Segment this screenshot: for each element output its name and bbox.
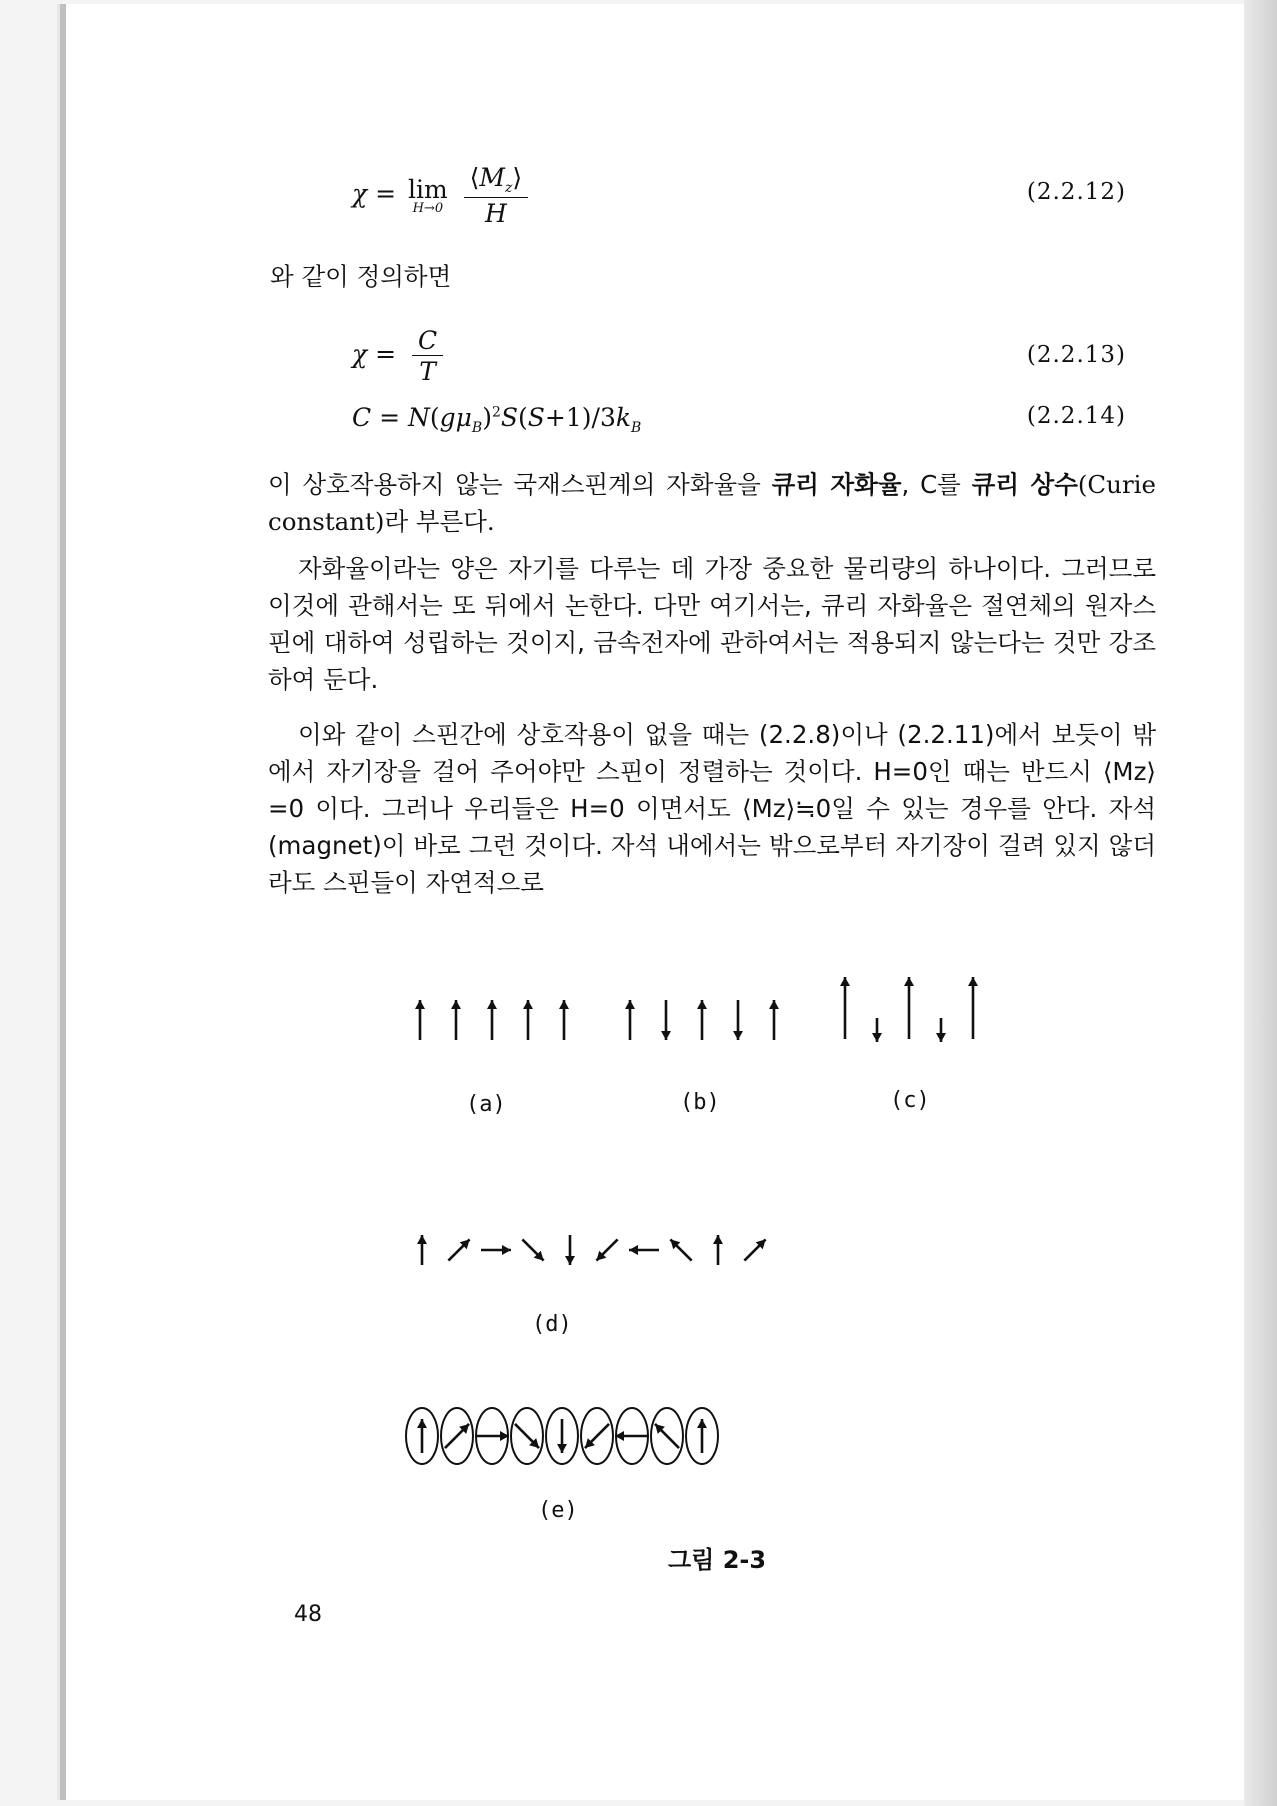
spin-arrow-b bbox=[769, 1000, 779, 1040]
spin-arrow-d bbox=[522, 1239, 543, 1260]
spin-arrow-d bbox=[713, 1235, 723, 1265]
figure-spin-row-e bbox=[400, 1400, 740, 1475]
spin-arrow-e bbox=[697, 1419, 707, 1453]
spin-arrow-d bbox=[417, 1235, 427, 1265]
figure-spin-row-d bbox=[400, 1210, 800, 1290]
term-curie-constant: 큐리 상수 bbox=[971, 470, 1078, 499]
figure-title: 그림 2-3 bbox=[668, 1546, 767, 1574]
spin-arrow-e bbox=[655, 1424, 679, 1448]
equation-2-2-13: χ = $\frac{C}{T}$ (2.2.13) bbox=[352, 326, 1126, 386]
caption-d: (d) bbox=[532, 1312, 572, 1337]
caption-b: (b) bbox=[680, 1090, 720, 1115]
spin-arrow-e bbox=[515, 1424, 539, 1448]
spin-arrow-a bbox=[559, 1000, 569, 1040]
page-edge-shadow bbox=[1244, 0, 1277, 1806]
figure-spin-rows-abc bbox=[380, 960, 1020, 1050]
spin-arrow-b bbox=[625, 1000, 635, 1040]
caption-c: (c) bbox=[890, 1088, 930, 1113]
spin-arrow-e bbox=[475, 1431, 509, 1441]
paragraph-susceptibility: 자화율이라는 양은 자기를 다루는 데 가장 중요한 물리량의 하나이다. 그러므로 이것에 관해서는 또 뒤에서 논한다. 다만 여기서는, 큐리 자화율은 절연체의 원자스핀에 대하여 성립하는 것이지, 금속전자에 관하여서는 적용되지 않는다는 것만 강조하여 둔다. bbox=[268, 554, 1156, 694]
spin-arrow-c bbox=[936, 1018, 946, 1042]
spin-arrow-d bbox=[481, 1245, 511, 1255]
para1-text-a: 이 상호작용하지 않는 국재스핀계의 자화율을 bbox=[268, 470, 772, 499]
spin-arrow-b bbox=[661, 1000, 671, 1040]
caption-e: (e) bbox=[538, 1498, 578, 1523]
spin-arrow-e bbox=[585, 1424, 609, 1448]
spin-arrow-e bbox=[417, 1419, 427, 1453]
spin-arrow-d bbox=[744, 1239, 765, 1260]
paragraph-curie bbox=[268, 466, 1156, 540]
equation-2-2-12: χ = lim H→0 $\frac{⟨M_z⟩}{H}$ (2.2.12) bbox=[352, 163, 1126, 228]
page-number: 48 bbox=[294, 1602, 322, 1627]
spin-arrow-c bbox=[872, 1018, 882, 1042]
equation-number: (2.2.13) bbox=[1026, 342, 1126, 368]
para1-text-c: (Curie constant)라 부른다. bbox=[268, 470, 1156, 536]
spin-arrow-d bbox=[596, 1239, 617, 1260]
text-after-eq12: 와 같이 정의하면 bbox=[270, 262, 452, 291]
spin-arrow-d bbox=[670, 1239, 691, 1260]
spin-arrow-c bbox=[840, 977, 850, 1039]
spin-arrow-c bbox=[904, 977, 914, 1039]
spin-arrow-e bbox=[445, 1424, 469, 1448]
spin-arrow-c bbox=[968, 977, 978, 1039]
term-curie-susceptibility: 큐리 자화율 bbox=[771, 470, 902, 499]
spin-arrow-d bbox=[629, 1245, 659, 1255]
para1-text-b: , C를 bbox=[901, 470, 972, 499]
spin-arrow-e bbox=[557, 1419, 567, 1453]
equation-number: (2.2.14) bbox=[1026, 403, 1126, 429]
spin-arrow-a bbox=[487, 1000, 497, 1040]
spin-arrow-d bbox=[448, 1239, 469, 1260]
paragraph-spin-alignment: 이와 같이 스핀간에 상호작용이 없을 때는 (2.2.8)이나 (2.2.11)에서 보듯이 밖에서 자기장을 걸어 주어야만 스핀이 정렬하는 것이다. H=0인 때는 반드시 ⟨Mz⟩=0 이다. 그러나 우리들은 H=0 이면서도 ⟨Mz⟩≒0일 수 있는 경우를 안다. 자석(magnet)이 바로 그런 것이다. 자석 내에서는 밖으로부터 자기장이 걸려 있지 않더라도 스핀들이 자연적으로 bbox=[268, 720, 1156, 897]
spin-arrow-e bbox=[615, 1431, 649, 1441]
equation-2-2-14: $C = N(g\mu_B)^2S(S+1)/3k_B$ (2.2.14) bbox=[352, 403, 1126, 436]
spin-arrow-a bbox=[523, 1000, 533, 1040]
equation-number: (2.2.12) bbox=[1026, 179, 1126, 205]
spin-arrow-a bbox=[451, 1000, 461, 1040]
spin-arrow-a bbox=[415, 1000, 425, 1040]
spin-arrow-b bbox=[733, 1000, 743, 1040]
caption-a: (a) bbox=[466, 1092, 506, 1117]
spin-arrow-d bbox=[565, 1235, 575, 1265]
spin-arrow-b bbox=[697, 1000, 707, 1040]
